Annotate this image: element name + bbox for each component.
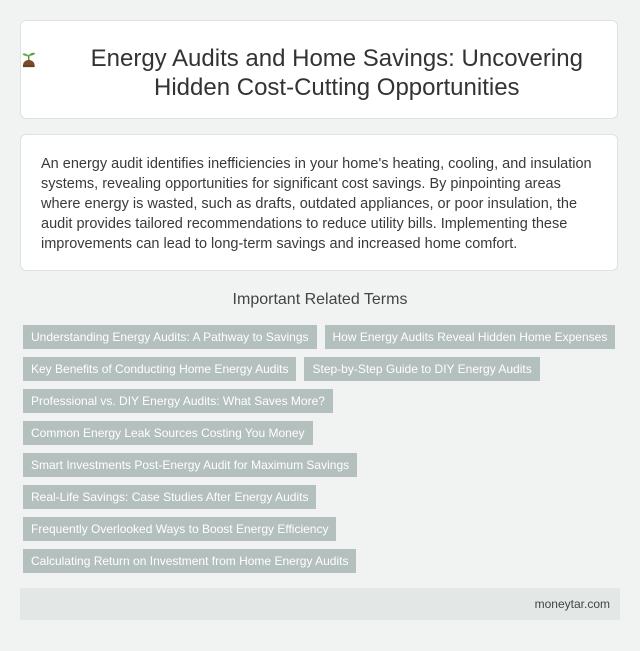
term-tag[interactable]: Frequently Overlooked Ways to Boost Energy Efficiency	[23, 517, 336, 541]
footer-site[interactable]: moneytar.com	[534, 597, 610, 611]
term-tag[interactable]: Key Benefits of Conducting Home Energy Audits	[23, 357, 296, 381]
term-tag[interactable]: Smart Investments Post-Energy Audit for Maximum Savings	[23, 453, 357, 477]
tag-row	[23, 421, 623, 445]
term-tag[interactable]: Understanding Energy Audits: A Pathway to Savings	[23, 325, 317, 349]
tag-row	[23, 389, 623, 413]
tag-row	[23, 453, 623, 477]
terms-heading: Important Related Terms	[232, 291, 408, 308]
term-tag[interactable]: Calculating Return on Investment from Home Energy Audits	[23, 549, 356, 573]
intro-text: An energy audit identifies inefficiencies in your home's heating, cooling, and insulation systems, revealing opportunities for significant cost savings. By pinpointing areas where energy is wasted, such as drafts, outdated appliances, or poor insulation, the audit provides tailored recommendations to reduce utility bills. Implementing these improvements can lead to long-term savings and increased home comfort.	[41, 156, 592, 252]
term-tag[interactable]: Step-by-Step Guide to DIY Energy Audits	[304, 357, 539, 381]
tag-row	[23, 517, 623, 541]
page-title: Energy Audits and Home Savings: Uncovering Hidden Cost-Cutting Opportunities	[90, 45, 583, 101]
title-card	[20, 20, 618, 119]
term-tag[interactable]: Professional vs. DIY Energy Audits: What Saves More?	[23, 389, 333, 413]
tag-row	[23, 357, 623, 381]
tag-row	[23, 549, 623, 573]
term-tag[interactable]: Common Energy Leak Sources Costing You Money	[23, 421, 313, 445]
footer	[20, 588, 620, 620]
intro-card	[20, 134, 618, 271]
terms-list	[23, 325, 623, 581]
tag-row	[23, 485, 623, 509]
term-tag[interactable]: Real-Life Savings: Case Studies After Energy Audits	[23, 485, 316, 509]
tag-row	[23, 325, 623, 349]
term-tag[interactable]: How Energy Audits Reveal Hidden Home Expenses	[325, 325, 616, 349]
title-wrap	[21, 44, 617, 102]
sprout-icon	[21, 45, 37, 75]
